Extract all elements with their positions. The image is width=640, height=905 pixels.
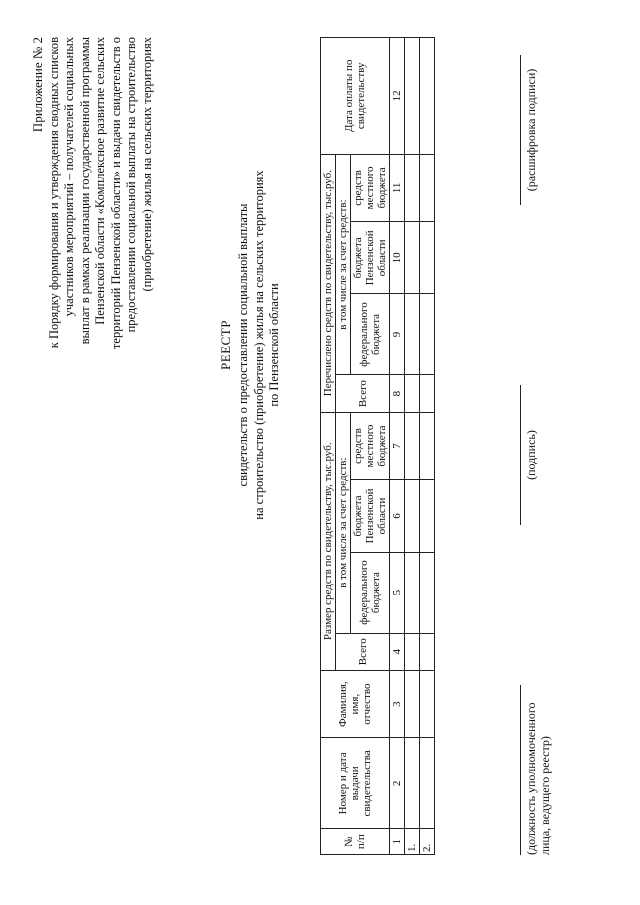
row-number: 2.	[420, 829, 435, 855]
table-row	[420, 38, 435, 855]
row-number: 1.	[405, 829, 420, 855]
table-cell	[405, 552, 420, 633]
signature-line	[520, 685, 521, 855]
signature-field	[520, 385, 538, 525]
col-number: 8	[390, 375, 405, 412]
header-num: № п/п	[321, 829, 390, 855]
table-cell	[405, 633, 420, 670]
table-cell	[420, 154, 435, 222]
table-cell	[420, 38, 435, 155]
position-signature	[520, 685, 552, 855]
register-table	[320, 37, 435, 855]
col-number: 9	[390, 294, 405, 375]
column-number-row	[390, 38, 405, 855]
table-cell	[420, 222, 435, 294]
col-number: 6	[390, 480, 405, 552]
position-caption: (должность уполномоченного лица, ведущего реестр)	[524, 702, 552, 855]
header-transferred: Перечислено средств по свидетельству, тыс.руб.	[321, 154, 336, 412]
table-cell	[420, 412, 435, 480]
col-number: 10	[390, 222, 405, 294]
header-fio: Фамилия, имя, отчество	[321, 670, 390, 738]
header-cert: Номер и дата выдачи свидетельства	[321, 738, 390, 829]
subtitle-line: свидетельств о предоставлении социальной выплаты	[236, 203, 250, 487]
register-title: РЕЕСТР	[218, 320, 233, 370]
col-number: 11	[390, 154, 405, 222]
appendix-line: выплат в рамках реализации государственной программы	[77, 37, 92, 345]
appendix-line: Пензенской области «Комплексное развитие сельских	[93, 37, 107, 325]
col-number: 5	[390, 552, 405, 633]
decoding-caption: (расшифровка подписи)	[524, 68, 538, 192]
table-cell	[420, 480, 435, 552]
col-number: 3	[390, 670, 405, 738]
table-row	[405, 38, 420, 855]
signature-caption: (подпись)	[524, 430, 538, 480]
register-subtitle	[236, 165, 283, 525]
table-cell	[420, 670, 435, 738]
appendix-line: территорий Пензенской области» и выдачи свидетельств о	[108, 37, 123, 350]
appendix-line: (приобретение) жилья на сельских территориях	[139, 37, 154, 292]
header-local: средств местного бюджета	[351, 154, 390, 222]
header-federal: федерального бюджета	[351, 294, 390, 375]
appendix-block	[30, 37, 155, 855]
col-number: 1	[390, 829, 405, 855]
col-number: 2	[390, 738, 405, 829]
col-number: 4	[390, 633, 405, 670]
header-date: Дата оплаты по свидетельству	[321, 38, 390, 155]
table-cell	[405, 670, 420, 738]
table-cell	[420, 633, 435, 670]
header-regional: бюджета Пензенской области	[351, 480, 390, 552]
table-cell	[420, 375, 435, 412]
decoding-field	[520, 55, 538, 205]
header-local: средств местного бюджета	[351, 412, 390, 480]
subtitle-line: на строительство (приобретение) жилья на сельских территориях	[251, 170, 266, 520]
header-including: в том числе за счет средств:	[336, 154, 351, 375]
table-cell	[405, 738, 420, 829]
appendix-line: участников мероприятий – получателей социальных	[62, 37, 76, 317]
appendix-line: к Порядку формирования и утверждения сводных списков	[46, 37, 61, 349]
signature-line	[520, 385, 521, 525]
table-cell	[405, 222, 420, 294]
appendix-title: Приложение № 2	[30, 37, 45, 133]
header-total: Всего	[336, 633, 390, 670]
table-cell	[420, 294, 435, 375]
col-number: 12	[390, 38, 405, 155]
header-including: в том числе за счет средств:	[336, 412, 351, 633]
table-cell	[405, 38, 420, 155]
header-size: Размер средств по свидетельству, тыс.руб.	[321, 412, 336, 670]
table-cell	[405, 294, 420, 375]
appendix-line: предоставлении социальной выплаты на строительство	[124, 37, 138, 333]
col-number: 7	[390, 412, 405, 480]
table-cell	[405, 480, 420, 552]
table-cell	[405, 375, 420, 412]
table-cell	[405, 154, 420, 222]
signature-line	[520, 55, 521, 205]
table-cell	[420, 738, 435, 829]
table-cell	[405, 412, 420, 480]
table-cell	[420, 552, 435, 633]
header-federal: федерального бюджета	[351, 552, 390, 633]
header-total: Всего	[336, 375, 390, 412]
header-regional: бюджета Пензенской области	[351, 222, 390, 294]
subtitle-line: по Пензенской области	[267, 283, 281, 407]
